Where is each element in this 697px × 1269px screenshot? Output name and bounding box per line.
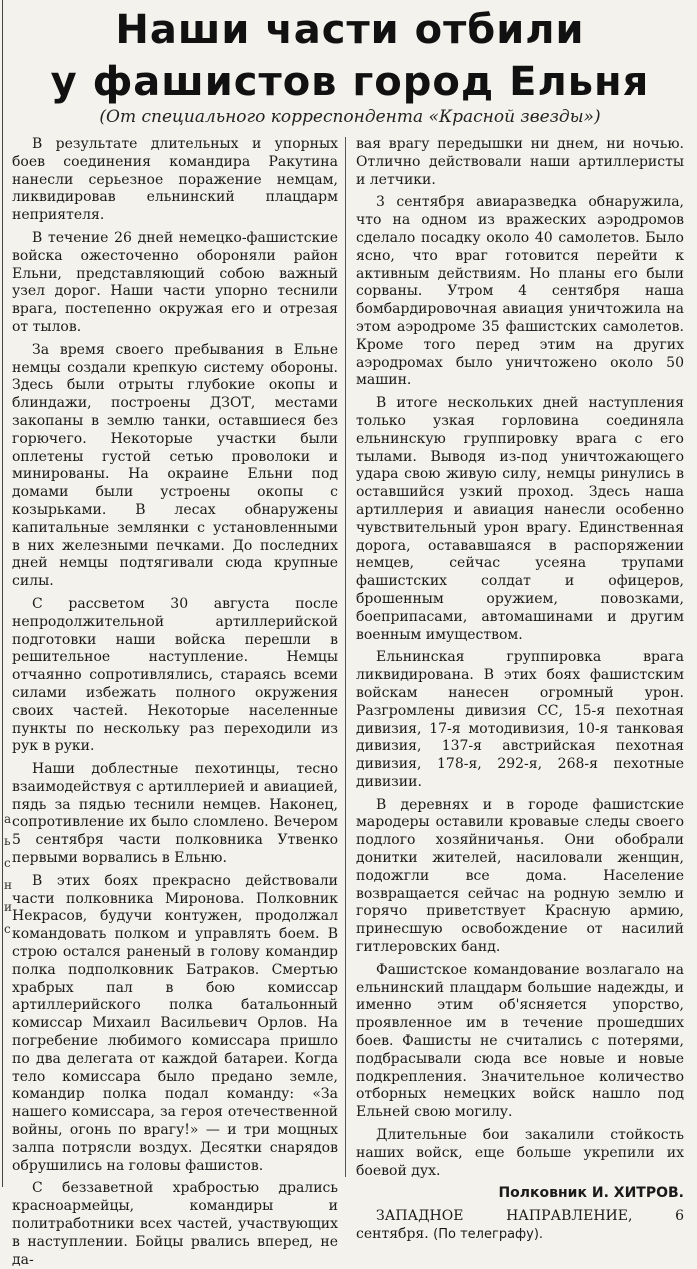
margin-fragment: с — [4, 856, 11, 870]
author-signature: Полковник И. ХИТРОВ. — [498, 1185, 684, 1202]
paragraph: В результате длительных и упорных боев соединения командира Ракутина нанесли серьезное поражение немцам, ликвидировав ельнинский плацдарм неприятеля. — [12, 136, 338, 224]
margin-fragment: ь — [4, 834, 11, 848]
dateline-note: (По телеграфу). — [433, 1227, 544, 1243]
headline-line-1: Наши части отбили — [115, 7, 585, 53]
byline-subtitle: (От специального корреспондента «Красной звезды») — [99, 107, 601, 127]
column-divider — [345, 137, 346, 1177]
dateline-text: ЗАПАДНОЕ НАПРАВЛЕНИЕ, 6 сентября. — [356, 1208, 684, 1243]
paragraph: В течение 26 дней немецко-фашистские войска ожесточенно обороняли район Ельни, представляющий собою важный узел дорог. Наши части упорно теснили врага, постепенно окружая его и отрезая от тылов. — [12, 229, 338, 335]
paragraph: С беззаветной храбростью дрались красноармейцы, командиры и политработники всех частей, участвующих в наступлении. Бойцы рвались вперед, не да- — [12, 1180, 338, 1268]
margin-fragment: н — [4, 878, 12, 892]
paragraph: Длительные бои закалили стойкость наших войск, еще больше укрепили их боевой дух. — [356, 1127, 684, 1179]
paragraph: В итоге нескольких дней наступления только узкая горловина соединяла ельнинскую группировку врага с его тылами. Выводя из-под уничтожающего удара свою живую силу, немцы ринулись в оставшийся узкий проход. Здесь наша артиллерия и авиация нанесли особенно чувствительный урон врагу. Единственная дорога, остававшаяся в распоряжении немцев, сейчас усеяна трупами фашистских солдат и офицеров, брошенным оружием, повозками, боеприпасами, автомашинами и другим военным имуществом. — [356, 395, 684, 643]
paragraph: За время своего пребывания в Ельне немцы создали крепкую систему обороны. Здесь были отрыты глубокие окопы и блиндажи, построены ДЗОТ, местами закопаны в землю танки, оставшиеся без горючего. Некоторые участки были оплетены густой сетью проволоки и минированы. На окраине Ельни под домами были устроены окопы с козырьками. В лесах обнаружены капитальные землянки с установленными в них железными печками. До последних дней немцы подтягивали сюда крупные силы. — [12, 341, 338, 590]
paragraph: 3 сентября авиаразведка обнаружила, что на одном из вражеских аэродромов сделало посадку около 40 самолетов. Было ясно, что враг готовится перейти к активным действиям. Но планы его были сорваны. Утром 4 сентября наша бомбардировочная авиация уничтожила на этом аэродроме 35 фашистских самолетов. Кроме того перед этим на других аэродромах было уничтожено около 50 машин. — [356, 194, 684, 389]
paragraph: вая врагу передышки ни днем, ни ночью. Отлично действовали наши артиллеристы и летчики. — [356, 136, 684, 188]
paragraph: Наши доблестные пехотинцы, тесно взаимодействуя с артиллерией и авиацией, пядь за пядью теснили немцев. Наконец, сопротивление их было сломлено. Вечером 5 сентября части полковника Утвенко первыми ворвались в Ельню. — [12, 761, 338, 867]
paragraph: Ельнинская группировка врага ликвидирована. В этих боях фашистским войскам нанесен огромный урон. Разгромлены дивизия СС, 15-я пехотная дивизия, 17-я мотодивизия, 10-я танковая дивизия, 137-я австрийская пехотная дивизия, 178-я, 292-я, 268-я пехотные дивизии. — [356, 649, 684, 790]
paragraph: В деревнях и в городе фашистские мародеры оставили кровавые следы своего подлого хозяйничанья. Они обобрали донитки жителей, насиловали женщин, подожгли все дома. Население возвращается сейчас на родную землю и горячо приветствует Красную армию, принесшую освобождение от насилий гитлеровских банд. — [356, 796, 684, 956]
margin-fragment: а — [4, 812, 12, 826]
paragraph: С рассветом 30 августа после непродолжительной артиллерийской подготовки наши войска перешли в решительное наступление. Немцы отчаянно сопротивлялись, стараясь всеми силами избежать полного окружения своих частей. Некоторые населенные пункты по нескольку раз переходили из рук в руки. — [12, 595, 338, 755]
paragraph: Фашистское командование возлагало на ельнинский плацдарм большие надежды, и именно этим об'ясняется упорство, проявленное им в течение прошедших боев. Фашисты не считались с потерями, подбрасывали сюда все новые и новые подкрепления. Значительное количество отборных немецких войск нашло под Ельней свою могилу. — [356, 961, 684, 1121]
margin-fragment: и — [4, 900, 12, 914]
margin-fragment: с — [4, 922, 11, 936]
article-column-1 — [12, 136, 338, 1268]
article-column-2 — [356, 136, 684, 1243]
headline-line-2: у фашистов город Ельня — [50, 59, 650, 105]
paragraph: В этих боях прекрасно действовали части полковника Миронова. Полковник Некрасов, будучи контужен, продолжал командовать полком и управлять боем. В строю остался раненый в голову командир полка подполковник Батраков. Смертью храбрых пал в бою комиссар артиллерийского полка батальонный комиссар Михаил Васильевич Орлов. На погребение любимого комиссара пришло по два делегата от каждой батареи. Когда тело комиссара было предано земле, командир полка подал команду: «За нашего комиссара, за героя отечественной войны, огонь по врагу!» — и три мощных залпа потрясли воздух. Десятки снарядов обрушились на головы фашистов. — [12, 872, 338, 1174]
dateline — [356, 1208, 684, 1244]
left-margin-rule — [2, 0, 3, 1187]
